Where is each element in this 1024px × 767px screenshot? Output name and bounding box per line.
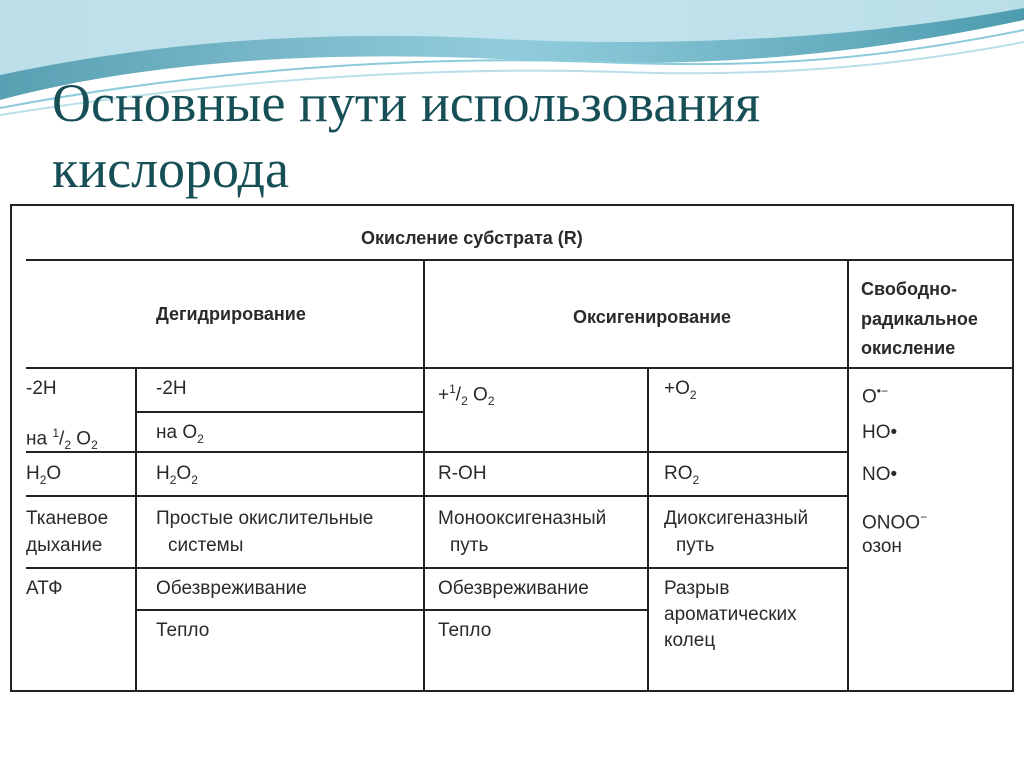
cell-c4-r5-line2: ароматических: [664, 604, 797, 625]
cell-c1-r1: -2H: [26, 378, 57, 399]
cell-c3-r1: $+^1/_2$ $O_2$: [438, 382, 495, 409]
header-free-radical-1: Свободно-: [861, 279, 957, 299]
cell-c3-r4-line2: путь: [450, 535, 489, 556]
cell-c5-ozone: озон: [862, 536, 902, 557]
cell-c1-r2: на $^1/_2$ $O_2$: [26, 426, 98, 453]
cell-c4-r5-line1: Разрыв: [664, 578, 730, 599]
cell-c4-r3: $RO_2$: [664, 463, 700, 487]
cell-c3-r4-line1: Монооксигеназный: [438, 508, 607, 529]
cell-c2-r1: -2H: [156, 378, 187, 399]
cell-c3-r5: Обезвреживание: [438, 578, 589, 599]
header-oxygenation: Оксигенирование: [573, 307, 732, 327]
cell-c5-hydroxyl: HO•: [862, 422, 898, 443]
cell-c1-r5: АТФ: [26, 578, 63, 599]
cell-c2-r3: $H_2O_2$: [156, 463, 198, 487]
header-dehydrogenation: Дегидрирование: [156, 304, 306, 324]
cell-c2-r5: Обезвреживание: [156, 578, 307, 599]
cell-c4-r5-line3: колец: [664, 630, 716, 651]
cell-c5-superoxide: O•−: [862, 384, 888, 408]
cell-c3-r3: R-OH: [438, 463, 487, 484]
cell-c5-peroxynitrite: ONOO−: [862, 510, 928, 534]
cell-c4-r4-line1: Диоксигеназный: [664, 508, 809, 529]
cell-c2-r6: Тепло: [156, 620, 210, 641]
cell-c2-r4-line1: Простые окислительные: [156, 508, 374, 529]
header-free-radical-3: окисление: [861, 338, 956, 358]
header-free-radical-2: радикальное: [861, 309, 978, 329]
cell-c1-r4-line1: Тканевое: [26, 508, 109, 529]
cell-c1-r3: $H_2O$: [26, 463, 62, 487]
cell-c3-r6: Тепло: [438, 620, 492, 641]
header-substrate-oxidation: Окисление субстрата (R): [361, 228, 583, 248]
slide-title: Основные пути использования кислорода: [52, 73, 760, 199]
cell-c2-r4-line2: системы: [168, 535, 244, 556]
cell-c4-r4-line2: путь: [676, 535, 715, 556]
cell-c5-nitric-oxide: NO•: [862, 464, 898, 485]
cell-c2-r2: на $O_2$: [156, 422, 204, 446]
oxygen-usage-table: [6, 200, 1018, 710]
cell-c1-r4-line2: дыхание: [26, 535, 103, 556]
cell-c4-r1: $+O_2$: [664, 378, 697, 402]
